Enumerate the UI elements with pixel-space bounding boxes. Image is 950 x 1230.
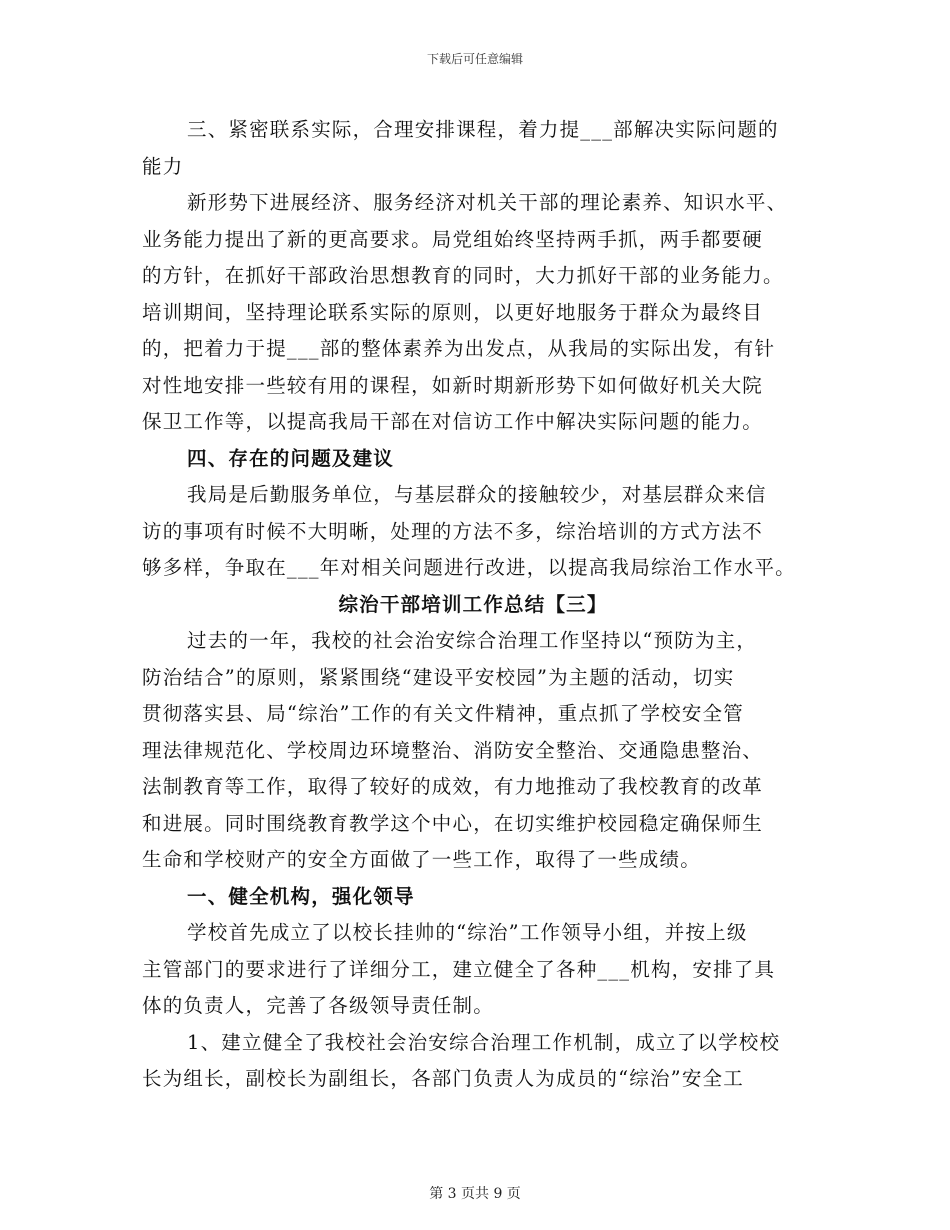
paragraph-line: 培训期间，坚持理论联系实际的原则，以更好地服务于群众为最终目 <box>142 300 764 324</box>
section-heading: 四、存在的问题及建议 <box>187 446 395 470</box>
paragraph-line: 访的事项有时候不大明晰，处理的方法不多，综治培训的方式方法不 <box>142 519 764 543</box>
paragraph-line: 能力 <box>142 154 184 178</box>
paragraph-line: 法制教育等工作，取得了较好的成效，有力地推动了我校教育的改革 <box>142 775 764 798</box>
paragraph-line: 新形势下进展经济、服务经济对机关干部的理论素养、知识水平、 <box>187 191 788 214</box>
paragraph-line: 1、建立健全了我校社会治安综合治理工作机制，成立了以学校校 <box>187 1030 781 1054</box>
paragraph-line: 生命和学校财产的安全方面做了一些工作，取得了一些成绩。 <box>142 848 701 871</box>
paragraph-line: 主管部门的要求进行了详细分工，建立健全了各种___机构，安排了具 <box>142 957 776 981</box>
section-heading: 一、健全机构，强化领导 <box>187 884 415 908</box>
paragraph-line: 三、紧密联系实际，合理安排课程，着力提___部解决实际问题的 <box>187 118 779 141</box>
paragraph-line: 业务能力提出了新的更高要求。局党组始终坚持两手抓，两手都要硬 <box>142 227 764 251</box>
paragraph-line: 我局是后勤服务单位，与基层群众的接触较少，对基层群众来信 <box>187 483 767 506</box>
paragraph-line: 的方针，在抓好干部政治思想教育的同时，大力抓好干部的业务能力。 <box>142 264 784 287</box>
paragraph-line: 贯彻落实县、局“综治”工作的有关文件精神，重点抓了学校安全管 <box>142 702 744 725</box>
section-title: 综治干部培训工作总结【三】 <box>338 592 608 616</box>
document-body <box>142 112 804 1098</box>
page-header: 下载后可任意编辑 <box>426 52 523 66</box>
page-footer: 第 3 页共 9 页 <box>429 1186 521 1202</box>
paragraph-line: 保卫工作等，以提高我局干部在对信访工作中解决实际问题的能力。 <box>142 410 764 433</box>
paragraph-line: 过去的一年，我校的社会治安综合治理工作坚持以“预防为主， <box>187 629 758 652</box>
paragraph-line: 长为组长，副校长为副组长，各部门负责人为成员的“综治”安全工 <box>142 1067 744 1090</box>
paragraph-line: 体的负责人，完善了各级领导责任制。 <box>142 994 494 1017</box>
paragraph-line: 够多样，争取在___年对相关问题进行改进，以提高我局综治工作水平。 <box>142 556 796 579</box>
paragraph-line: 学校首先成立了以校长挂帅的“综治”工作领导小组，并按上级 <box>187 921 748 944</box>
paragraph-line: 理法律规范化、学校周边环境整治、消防安全整治、交通隐患整治、 <box>142 738 764 762</box>
paragraph-line: 和进展。同时围绕教育教学这个中心，在切实维护校园稳定确保师生 <box>142 811 764 835</box>
paragraph-line: 的，把着力于提___部的整体素养为出发点，从我局的实际出发，有针 <box>142 337 776 360</box>
paragraph-line: 对性地安排一些较有用的课程，如新时期新形势下如何做好机关大院 <box>142 373 764 397</box>
paragraph-line: 防治结合”的原则，紧紧围绕“建设平安校园”为主题的活动，切实 <box>142 665 735 689</box>
